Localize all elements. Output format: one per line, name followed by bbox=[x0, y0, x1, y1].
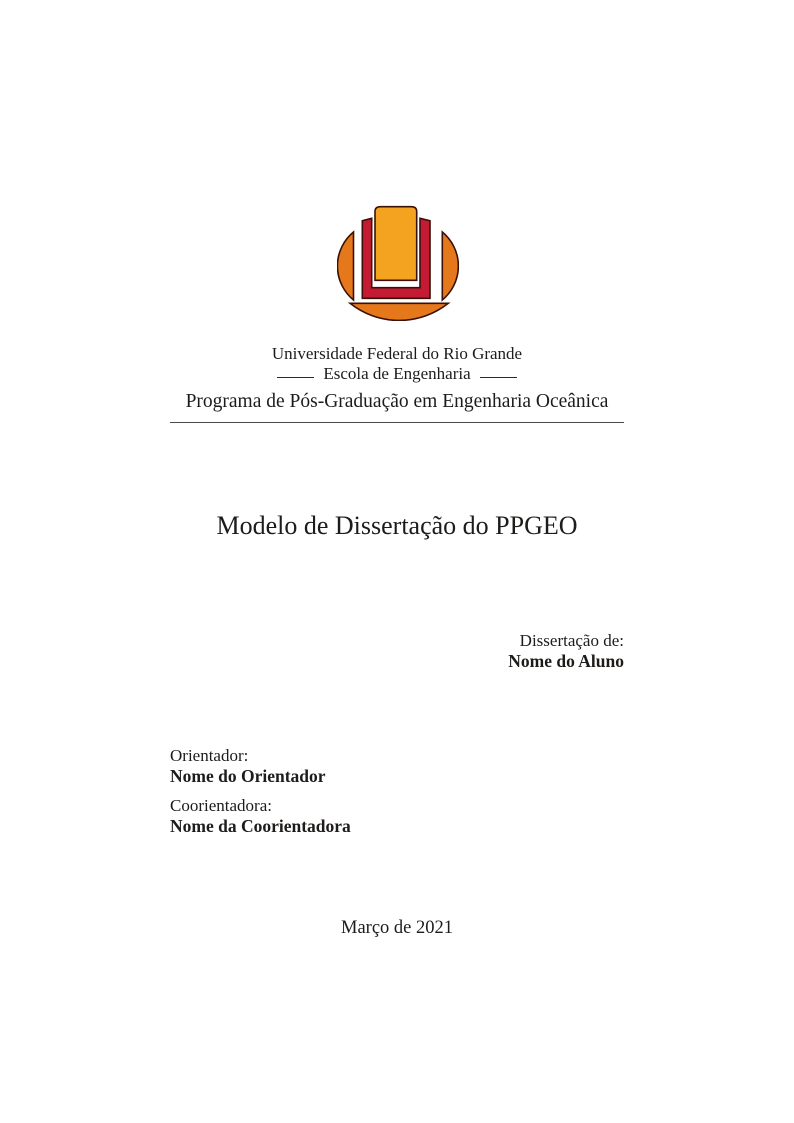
header-separator-rule bbox=[170, 422, 624, 423]
co-advisor-name: Nome da Coorientadora bbox=[170, 816, 351, 836]
institution-header bbox=[0, 344, 794, 413]
co-advisor-label: Coorientadora: bbox=[170, 796, 272, 815]
university-name: Universidade Federal do Rio Grande bbox=[271, 344, 523, 363]
author-block bbox=[508, 631, 624, 671]
furg-university-logo-icon bbox=[337, 204, 459, 321]
logo-bottom-segment bbox=[350, 303, 448, 320]
advisors-block bbox=[170, 747, 351, 847]
program-name: Programa de Pós-Graduação em Engenharia Oceânica bbox=[185, 391, 609, 412]
advisor-entry bbox=[170, 747, 351, 785]
logo-left-segment bbox=[337, 232, 353, 300]
school-line bbox=[0, 364, 794, 383]
author-label: Dissertação de: bbox=[519, 631, 624, 650]
co-advisor-entry bbox=[170, 797, 351, 835]
logo-amber-column bbox=[375, 207, 417, 281]
publication-date: Março de 2021 bbox=[341, 918, 453, 938]
advisor-name: Nome do Orientador bbox=[170, 766, 326, 786]
left-decorative-rule bbox=[277, 377, 314, 378]
document-title: Modelo de Dissertação do PPGEO bbox=[216, 511, 578, 540]
author-name: Nome do Aluno bbox=[508, 651, 624, 671]
school-name: Escola de Engenharia bbox=[323, 364, 471, 383]
right-decorative-rule bbox=[480, 377, 517, 378]
logo-right-segment bbox=[442, 232, 458, 300]
advisor-label: Orientador: bbox=[170, 746, 249, 765]
